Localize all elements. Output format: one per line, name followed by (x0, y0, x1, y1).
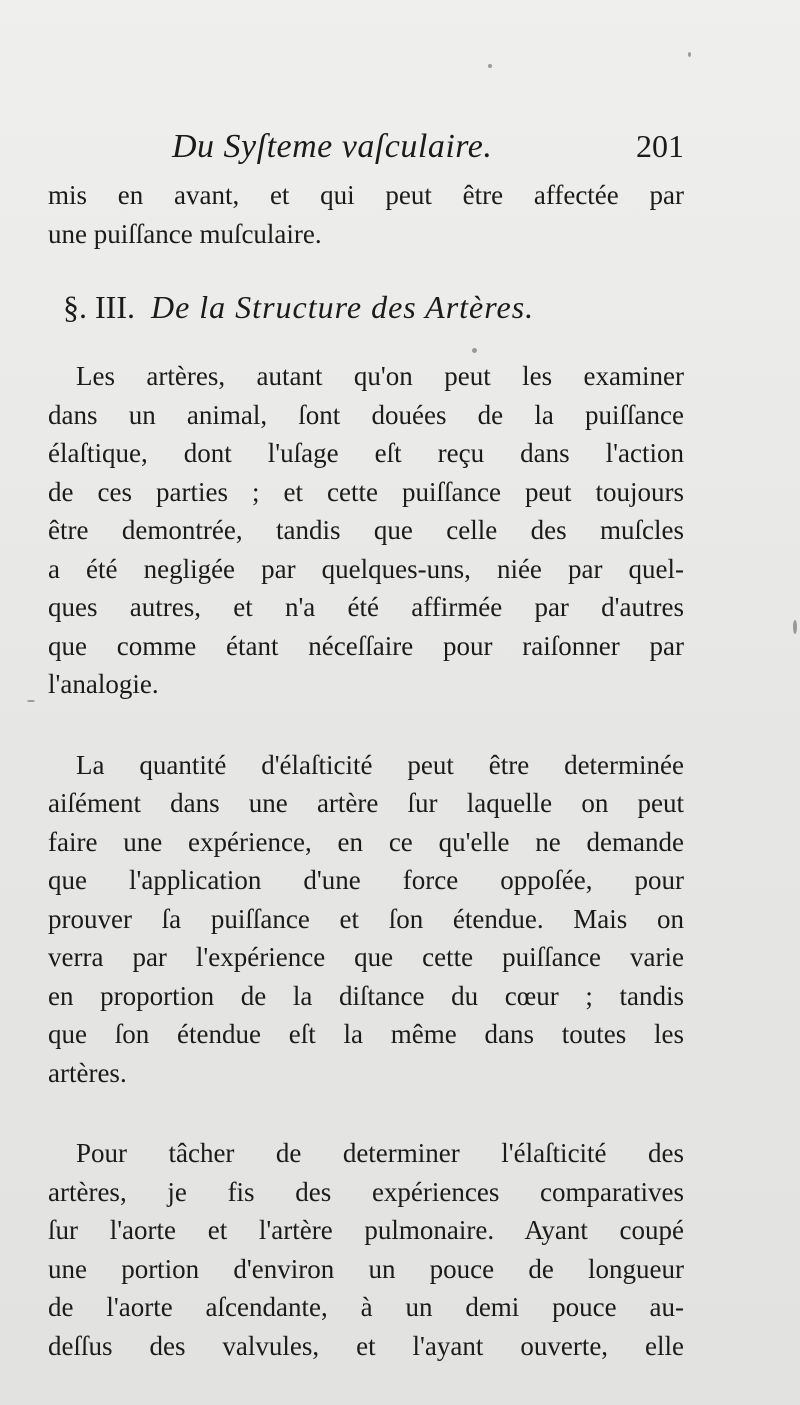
paragraph-gap (48, 1092, 684, 1134)
text-line: deſſus des valvules, et l'ayant ouverte, elle (48, 1330, 684, 1361)
text-line: La quantité d'élaſticité peut être determinée (76, 749, 684, 780)
text-line: élaſtique, dont l'uſage eſt reçu dans l'action (48, 438, 684, 468)
running-title: Du Syſteme vaſculaire. (172, 128, 493, 165)
text-line: dans un animal, ſont douées de la puiſſance (48, 399, 684, 430)
text-line: une puiſſance muſculaire. (48, 218, 322, 249)
text-line: une portion d'environ un pouce de longueur (48, 1253, 684, 1284)
carryover-text (48, 176, 684, 253)
section-title: De la Structure des Artères. (150, 289, 535, 325)
text-line: a été negligée par quelques-uns, niée par quel- (48, 553, 684, 584)
text-line: que l'application d'une force oppoſée, pour (48, 865, 684, 895)
text-line: artères. (48, 1057, 127, 1088)
text-line: Pour tâcher de determiner l'élaſticité des (76, 1138, 684, 1168)
text-line: ſur l'aorte et l'artère pulmonaire. Ayant coupé (48, 1215, 684, 1245)
scan-speck (793, 620, 797, 634)
text-line: Les artères, autant qu'on peut les examiner (76, 361, 684, 391)
text-line: de ces parties ; et cette puiſſance peut toujours (48, 476, 684, 507)
text-line: aiſément dans une artère ſur laquelle on peut (48, 788, 684, 818)
text-line: mis en avant, et qui peut être affectée par (48, 180, 684, 210)
text-line: artères, je fis des expériences comparatives (48, 1176, 684, 1207)
text-line: en proportion de la diſtance du cœur ; tandis (48, 980, 684, 1011)
paragraph-1 (48, 357, 684, 704)
paragraph-2 (48, 746, 684, 1093)
scan-speck (27, 700, 35, 702)
text-line: verra par l'expérience que cette puiſſance varie (48, 942, 684, 972)
section-heading (48, 287, 684, 327)
section-number: §. III. (63, 289, 135, 325)
paragraph-gap (48, 704, 684, 746)
text-line: être demontrée, tandis que celle des muſcles (48, 515, 684, 545)
text-line: de l'aorte aſcendante, à un demi pouce au- (48, 1292, 684, 1322)
page-header (48, 128, 684, 176)
text-line: faire une expérience, en ce qu'elle ne demande (48, 826, 684, 857)
text-line: prouver ſa puiſſance et ſon étendue. Mais on (48, 903, 684, 934)
text-line: l'analogie. (48, 669, 159, 699)
page-number: 201 (636, 128, 684, 164)
scan-speck (488, 64, 492, 68)
text-line: que comme étant néceſſaire pour raiſonner par (48, 630, 684, 661)
text-line: ques autres, et n'a été affirmée par d'autres (48, 592, 684, 622)
page-content (48, 128, 684, 1378)
text-line: que ſon étendue eſt la même dans toutes les (48, 1019, 684, 1049)
scan-speck (688, 52, 691, 57)
paragraph-3 (48, 1134, 684, 1365)
